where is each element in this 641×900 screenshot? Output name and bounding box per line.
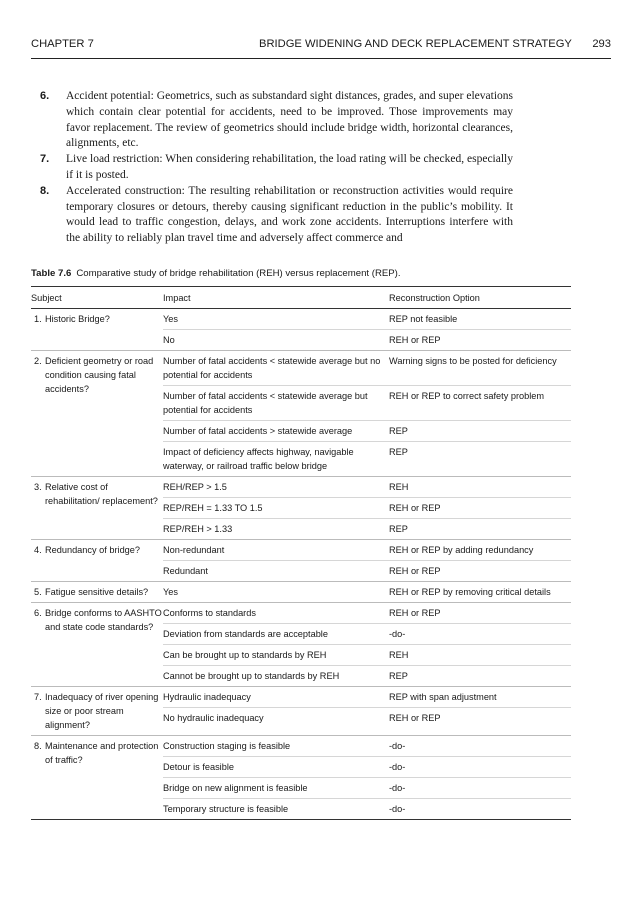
subject-cell (31, 736, 163, 819)
option-cell: -do- (389, 762, 406, 772)
list-item-number: 6. (40, 90, 50, 102)
header-option: Reconstruction Option (389, 293, 480, 303)
running-header (31, 38, 611, 54)
option-cell: -do- (389, 783, 406, 793)
table-row (163, 708, 571, 728)
option-cell: -do- (389, 741, 406, 751)
list-item-text: Accelerated construction: The resulting rehabilitation or reconstruction activities would require temporary closures or detours, thereby causing significant reduction in the public’s mobility. It would lead to traffic congestion, delays, and work zone accidents. Interruptions interfere with the ability to reliably plan travel time and adversely affect commerce and (66, 184, 513, 245)
subject-text: Redundancy of bridge? (45, 545, 141, 555)
impact-cell: Hydraulic inadequacy (163, 692, 251, 702)
table-row (163, 386, 571, 421)
comparison-table (31, 286, 571, 820)
impact-cell: Bridge on new alignment is feasible (163, 783, 308, 793)
list-item (31, 184, 513, 247)
impact-cell: Can be brought up to standards by REH (163, 650, 327, 660)
subject-text: Deficient geometry or road condition causing fatal accidents? (45, 356, 154, 394)
table-row (163, 442, 571, 476)
table-row (163, 351, 571, 386)
option-cell: REH (389, 650, 409, 660)
option-cell: REP (389, 524, 408, 534)
subject-text: Maintenance and protection of traffic? (45, 741, 159, 765)
impact-cell: REP/REH = 1.33 TO 1.5 (163, 503, 263, 513)
table-group (31, 477, 571, 540)
impact-cell: Construction staging is feasible (163, 741, 291, 751)
list-item (31, 89, 513, 152)
table-group (31, 687, 571, 736)
impact-cell: No hydraulic inadequacy (163, 713, 264, 723)
impact-cell: Number of fatal accidents < statewide average but no potential for accidents (163, 356, 381, 380)
option-cell: REP (389, 671, 408, 681)
option-cell: REH (389, 482, 409, 492)
impact-cell: Temporary structure is feasible (163, 804, 289, 814)
table-row (163, 561, 571, 581)
list-item-number: 7. (40, 153, 50, 166)
subject-text: Fatigue sensitive details? (45, 587, 149, 597)
impact-rows (163, 603, 571, 686)
subject-cell (31, 351, 163, 476)
impact-rows (163, 309, 571, 350)
table-row (163, 330, 571, 350)
impact-cell: Number of fatal accidents < statewide average but potential for accidents (163, 391, 368, 415)
impact-cell: Deviation from standards are acceptable (163, 629, 328, 639)
option-cell: REH or REP (389, 713, 441, 723)
subject-number: 8. (34, 741, 42, 751)
subject-cell (31, 309, 163, 350)
impact-cell: Cannot be brought up to standards by REH (163, 671, 340, 681)
table-group (31, 603, 571, 687)
subject-number: 2. (34, 356, 42, 366)
table-row (163, 582, 571, 602)
table-row (163, 498, 571, 519)
subject-text: Relative cost of rehabilitation/ replacement? (45, 482, 158, 506)
subject-cell (31, 477, 163, 539)
subject-number: 4. (34, 545, 42, 555)
impact-rows (163, 687, 571, 735)
subject-number: 7. (34, 692, 42, 702)
table-caption (31, 268, 401, 279)
subject-cell (31, 687, 163, 735)
impact-rows (163, 540, 571, 581)
table-row (163, 540, 571, 561)
list-item (31, 152, 513, 184)
table-row (163, 736, 571, 757)
impact-cell: Number of fatal accidents > statewide average (163, 426, 353, 436)
subject-cell (31, 603, 163, 686)
table-row (163, 645, 571, 666)
table-group (31, 309, 571, 351)
numbered-list (31, 89, 513, 247)
option-cell: -do- (389, 804, 406, 814)
option-cell: REP (389, 426, 408, 436)
table-body (31, 309, 571, 820)
list-item-text: Accident potential: Geometrics, such as substandard sight distances, grades, and super elevations which contain clear potential for accidents, need to be improved. Those improvements may favor replacement. The review of geometrics should include bridge width, horizontal clearances, alignments, etc. (66, 90, 513, 150)
page-number: 293 (592, 38, 611, 50)
table-row (163, 519, 571, 539)
impact-cell: Redundant (163, 566, 208, 576)
subject-number: 1. (34, 314, 42, 324)
impact-cell: REH/REP > 1.5 (163, 482, 227, 492)
table-label: Table 7.6 (31, 268, 72, 279)
impact-cell: Non-redundant (163, 545, 225, 555)
header-subject: Subject (31, 293, 62, 303)
option-cell: REH or REP (389, 608, 441, 618)
subject-text: Historic Bridge? (45, 314, 110, 324)
table-row (163, 778, 571, 799)
table-row (163, 799, 571, 819)
table-header-row (31, 286, 571, 309)
table-caption-text: Comparative study of bridge rehabilitation (REH) versus replacement (REP). (76, 268, 401, 279)
subject-number: 5. (34, 587, 42, 597)
option-cell: REH or REP to correct safety problem (389, 391, 545, 401)
table-row (163, 624, 571, 645)
impact-cell: Yes (163, 587, 178, 597)
list-item-number: 8. (40, 184, 50, 197)
option-cell: Warning signs to be posted for deficiency (389, 356, 557, 366)
table-row (163, 757, 571, 778)
table-row (163, 309, 571, 330)
subject-number: 3. (34, 482, 42, 492)
option-cell: REP (389, 447, 408, 457)
header-impact: Impact (163, 293, 191, 303)
subject-cell (31, 582, 163, 602)
impact-cell: Yes (163, 314, 178, 324)
option-cell: REP not feasible (389, 314, 458, 324)
impact-cell: REP/REH > 1.33 (163, 524, 233, 534)
table-group (31, 351, 571, 477)
header-divider (31, 58, 611, 59)
option-cell: REH or REP by removing critical details (389, 587, 551, 597)
option-cell: REP with span adjustment (389, 692, 497, 702)
table-row (163, 687, 571, 708)
list-item-text: Live load restriction: When considering rehabilitation, the load rating will be checked, especially if it is posted. (66, 153, 513, 181)
subject-text: Inadequacy of river opening size or poor stream alignment? (45, 692, 159, 730)
option-cell: REH or REP (389, 335, 441, 345)
table-row (163, 603, 571, 624)
chapter-title: BRIDGE WIDENING AND DECK REPLACEMENT STRATEGY (259, 38, 572, 50)
table-group (31, 582, 571, 603)
table-row (163, 666, 571, 686)
impact-rows (163, 582, 571, 602)
option-cell: -do- (389, 629, 406, 639)
subject-number: 6. (34, 608, 42, 618)
subject-text: Bridge conforms to AASHTO and state code standards? (45, 608, 162, 632)
option-cell: REH or REP (389, 503, 441, 513)
option-cell: REH or REP (389, 566, 441, 576)
impact-cell: Conforms to standards (163, 608, 256, 618)
impact-rows (163, 477, 571, 539)
table-group (31, 736, 571, 820)
impact-cell: Impact of deficiency affects highway, navigable waterway, or railroad traffic below bridge (163, 447, 354, 471)
impact-cell: Detour is feasible (163, 762, 234, 772)
chapter-label: CHAPTER 7 (31, 38, 94, 50)
subject-cell (31, 540, 163, 581)
table-row (163, 421, 571, 442)
option-cell: REH or REP by adding redundancy (389, 545, 534, 555)
impact-rows (163, 736, 571, 819)
impact-cell: No (163, 335, 175, 345)
table-group (31, 540, 571, 582)
impact-rows (163, 351, 571, 476)
table-row (163, 477, 571, 498)
